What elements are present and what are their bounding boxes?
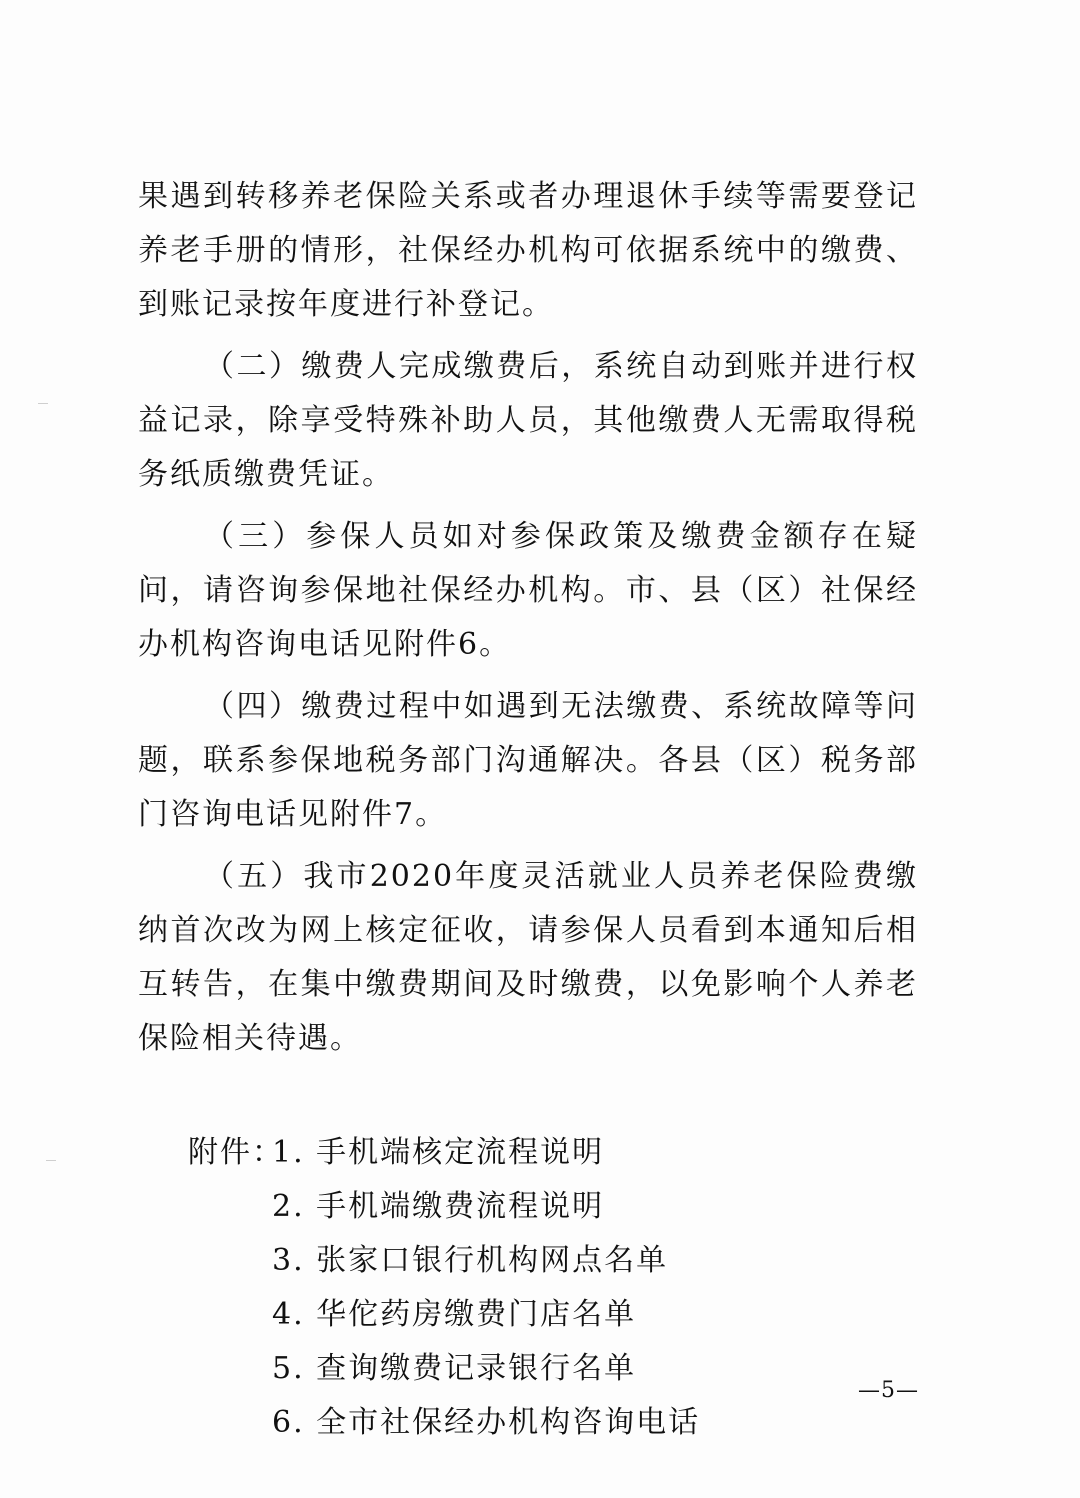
paragraph-item-4: （四）缴费过程中如遇到无法缴费、系统故障等问题，联系参保地税务部门沟通解决。各县（区）税务部门咨询电话见附件7。 — [138, 689, 918, 832]
attachment-item-text: 1. 手机端核定流程说明 — [272, 1135, 605, 1170]
attachments-list — [138, 1126, 918, 1450]
attachment-item — [138, 1396, 918, 1450]
attachment-item — [138, 1126, 918, 1180]
scan-speck — [46, 1160, 56, 1161]
attachment-item-text: 5. 查询缴费记录银行名单 — [272, 1351, 637, 1386]
paragraph-item-5: （五）我市2020年度灵活就业人员养老保险费缴纳首次改为网上核定征收，请参保人员看到本通知后相互转告，在集中缴费期间及时缴费，以免影响个人养老保险相关待遇。 — [138, 859, 918, 1056]
attachment-item — [138, 1180, 918, 1234]
attachments-label: 附件： — [188, 1135, 284, 1170]
attachment-item-text: 6. 全市社保经办机构咨询电话 — [272, 1405, 701, 1440]
paragraph-item-3: （三）参保人员如对参保政策及缴费金额存在疑问，请咨询参保地社保经办机构。市、县（区）社保经办机构咨询电话见附件6。 — [138, 519, 918, 662]
page-number: —5— — [858, 1378, 919, 1403]
paragraph-item-2: （二）缴费人完成缴费后，系统自动到账并进行权益记录，除享受特殊补助人员，其他缴费人无需取得税务纸质缴费凭证。 — [138, 349, 918, 492]
scan-speck — [38, 403, 48, 404]
paragraph-continuation: 果遇到转移养老保险关系或者办理退休手续等需要登记养老手册的情形，社保经办机构可依据系统中的缴费、到账记录按年度进行补登记。 — [138, 179, 918, 322]
attachment-item-text: 4. 华佗药房缴费门店名单 — [272, 1297, 637, 1332]
attachment-item — [138, 1234, 918, 1288]
attachment-item — [138, 1342, 918, 1396]
document-body — [138, 170, 918, 1450]
attachment-item-text: 2. 手机端缴费流程说明 — [272, 1189, 605, 1224]
attachment-item — [138, 1288, 918, 1342]
attachment-item-text: 3. 张家口银行机构网点名单 — [272, 1243, 669, 1278]
